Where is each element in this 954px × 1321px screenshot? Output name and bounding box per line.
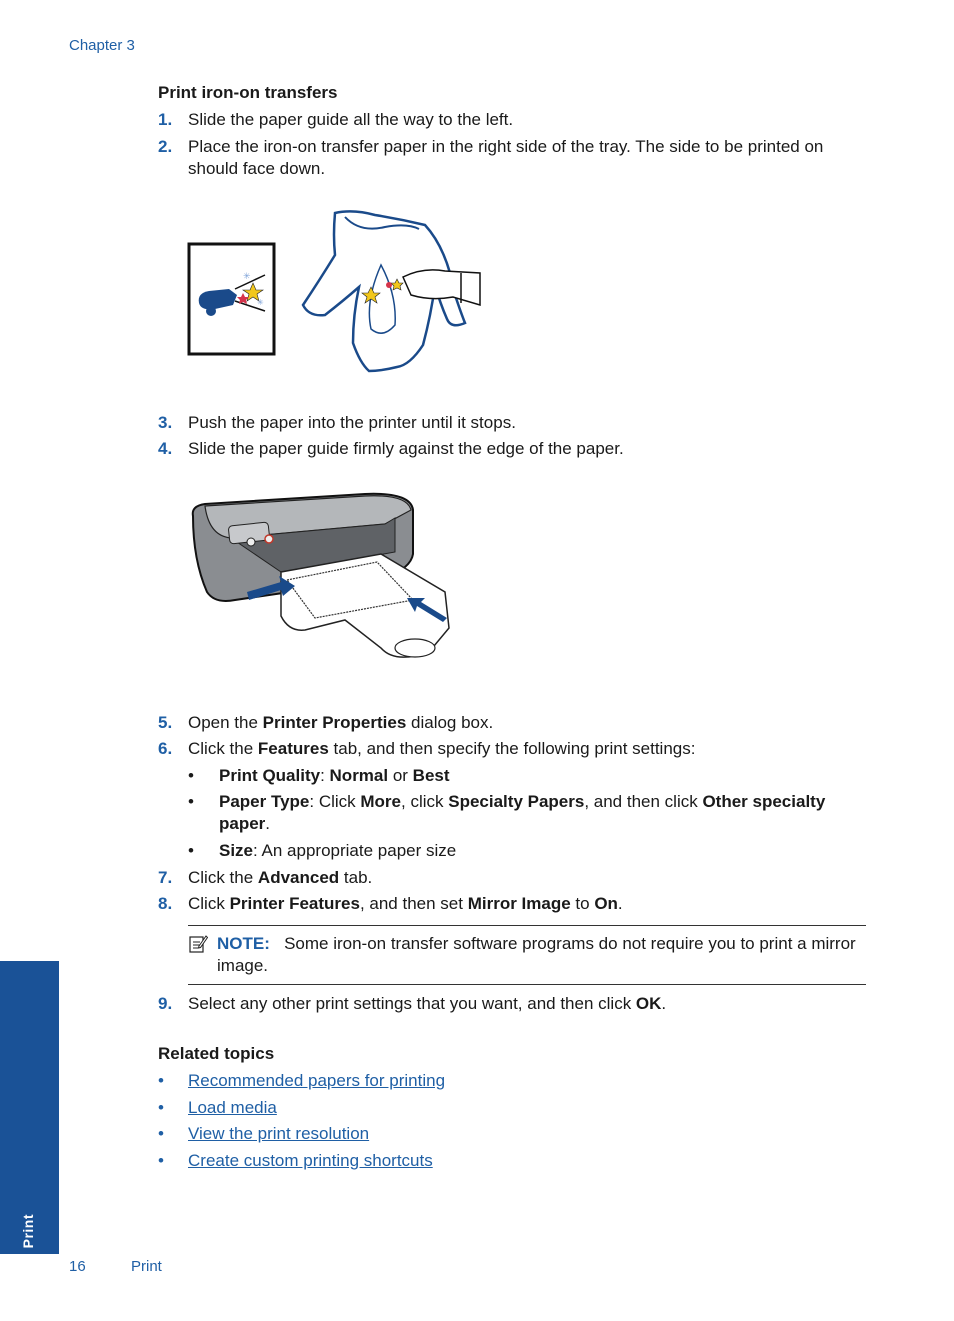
- step-text: Slide the paper guide all the way to the left.: [188, 110, 514, 129]
- note-icon: [188, 934, 208, 954]
- note-label: NOTE:: [217, 934, 270, 953]
- related-link-item: [158, 1097, 277, 1119]
- note-box: [188, 925, 866, 985]
- step-text: Open the Printer Properties dialog box.: [188, 713, 494, 732]
- note-text: NOTE: Some iron-on transfer software programs do not require you to print a mirror image.: [217, 934, 856, 975]
- step-4: [158, 438, 868, 460]
- step-number: 6.: [158, 739, 173, 758]
- related-topics-title: Related topics: [158, 1044, 275, 1063]
- running-header-chapter: Chapter 3: [69, 37, 135, 54]
- step-5: [158, 712, 868, 734]
- setting-text: Paper Type: Click More, click Specialty Papers, and then click Other specialty paper.: [219, 792, 826, 833]
- tshirt-illustration: [185, 205, 485, 377]
- setting-text: Print Quality: Normal or Best: [219, 766, 450, 785]
- bullet: •: [158, 1124, 164, 1143]
- bullet: •: [188, 841, 194, 860]
- step-text: Click the Advanced tab.: [188, 868, 373, 887]
- step-6: [158, 738, 868, 760]
- link-load-media[interactable]: Load media: [188, 1098, 277, 1117]
- related-link-item: [158, 1150, 433, 1172]
- link-custom-shortcuts[interactable]: Create custom printing shortcuts: [188, 1151, 433, 1170]
- step-1: [158, 109, 868, 131]
- bullet: •: [158, 1098, 164, 1117]
- chapter-side-tab: [0, 961, 59, 1254]
- side-tab-label: Print: [20, 1213, 36, 1248]
- printer-illustration: [185, 488, 455, 676]
- svg-text:✳: ✳: [257, 298, 264, 307]
- setting-size: [188, 840, 868, 862]
- step-number: 3.: [158, 413, 173, 432]
- step-number: 7.: [158, 868, 173, 887]
- section-title: Print iron-on transfers: [158, 83, 338, 102]
- related-link-item: [158, 1123, 369, 1145]
- step-8: [158, 893, 868, 915]
- bullet: •: [188, 766, 194, 785]
- step-number: 5.: [158, 713, 173, 732]
- footer-section: Print: [131, 1258, 162, 1275]
- svg-text:✳: ✳: [243, 272, 251, 282]
- bullet: •: [188, 792, 194, 811]
- setting-print-quality: [188, 765, 868, 787]
- link-print-resolution[interactable]: View the print resolution: [188, 1124, 370, 1143]
- step-7: [158, 867, 868, 889]
- link-recommended-papers[interactable]: Recommended papers for printing: [188, 1071, 446, 1090]
- related-link-item: [158, 1070, 445, 1092]
- step-text: Select any other print settings that you want, and then click OK.: [188, 994, 667, 1013]
- step-3: [158, 412, 868, 434]
- step-number: 1.: [158, 110, 173, 129]
- page-number: 16: [69, 1258, 86, 1275]
- setting-paper-type: [188, 791, 868, 835]
- step-text: Click the Features tab, and then specify the following print settings:: [188, 739, 696, 758]
- step-number: 2.: [158, 137, 173, 156]
- step-number: 8.: [158, 894, 173, 913]
- bullet: •: [158, 1151, 164, 1170]
- step-text: Slide the paper guide firmly against the edge of the paper.: [188, 439, 624, 458]
- step-2: [158, 136, 868, 180]
- setting-text: Size: An appropriate paper size: [219, 841, 457, 860]
- step-number: 4.: [158, 439, 173, 458]
- step-text: Place the iron-on transfer paper in the right side of the tray. The side to be printed on should face down.: [188, 137, 824, 178]
- step-text: Push the paper into the printer until it stops.: [188, 413, 516, 432]
- bullet: •: [158, 1071, 164, 1090]
- step-text: Click Printer Features, and then set Mirror Image to On.: [188, 894, 623, 913]
- step-9: [158, 993, 868, 1015]
- step-number: 9.: [158, 994, 173, 1013]
